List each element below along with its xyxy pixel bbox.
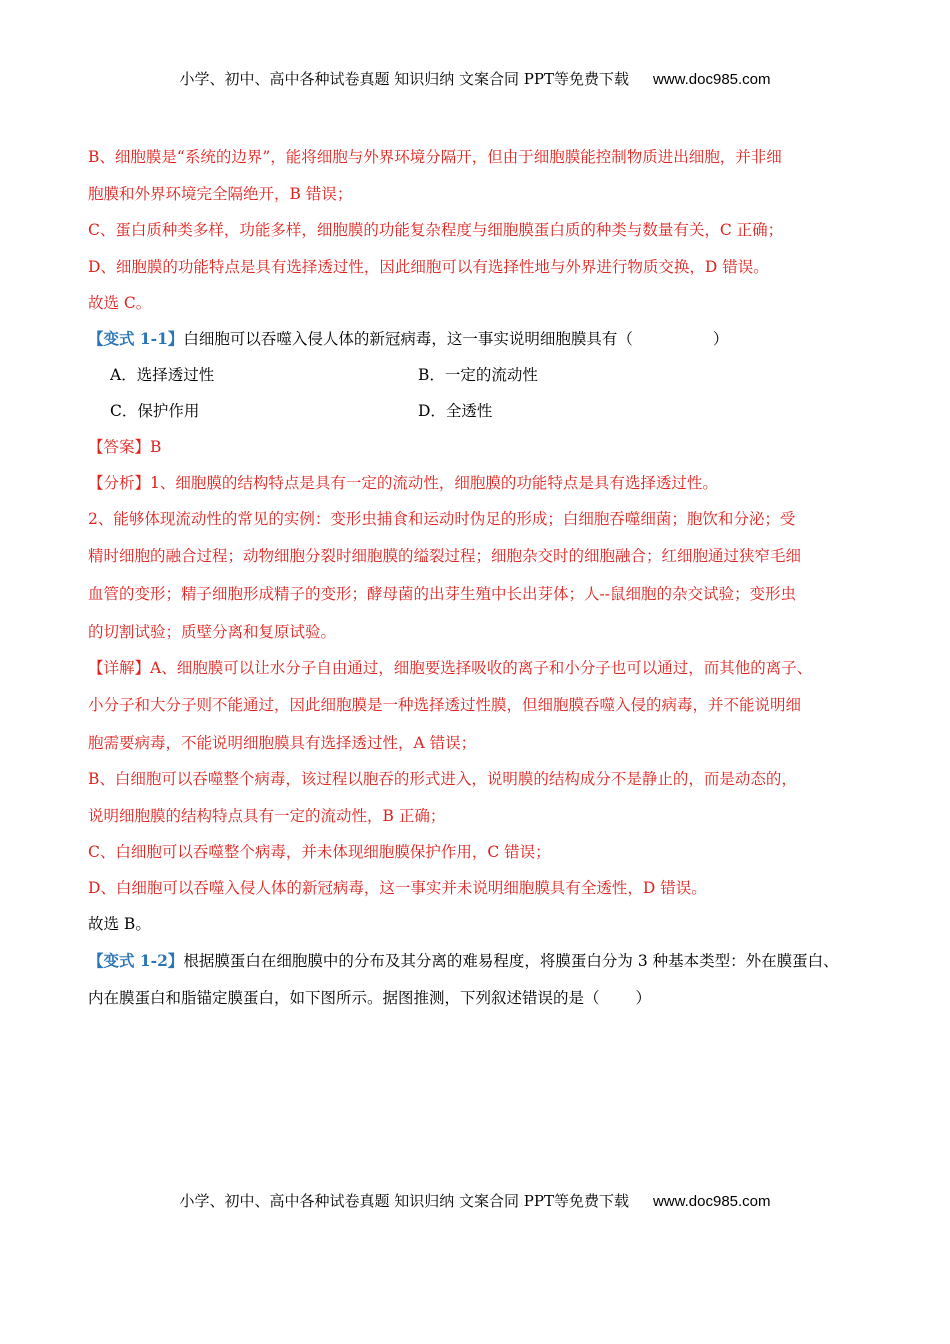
detail-text-a1: A、细胞膜可以让水分子自由通过，细胞要选择吸收的离子和小分子也可以通过，而其他的离子、 (150, 659, 813, 677)
variant-1-2-tag: 【变式 1-2】 (88, 951, 184, 970)
variant-1-1-question (88, 328, 868, 350)
prev-analysis-conclusion: 故选 C。 (88, 294, 152, 312)
detail-tag: 【详解】 (88, 659, 151, 677)
prev-analysis-line-1: B、细胞膜是“系统的边界”，能将细胞与外界环境分隔开，但由于细胞膜能控制物质进出细胞，并非细 (88, 148, 782, 166)
page-header (0, 68, 950, 89)
prev-analysis-line-2: 胞膜和外界环境完全隔绝开，B 错误； (88, 185, 353, 203)
option-d: D．全透性 (418, 402, 493, 420)
header-text: 小学、初中、高中各种试卷真题 知识归纳 文案合同 PPT等免费下载 (179, 70, 629, 88)
answer-value: B (150, 438, 162, 456)
variant-1-2-text-2-end: ） (635, 989, 652, 1007)
prev-analysis-line-4: D、细胞膜的功能特点是具有选择透过性，因此细胞可以有选择性地与外界进行物质交换，D 错误。 (88, 258, 769, 276)
variant-1-2-text-1: 根据膜蛋白在细胞膜中的分布及其分离的难易程度，将膜蛋白分为 3 种基本类型：外在膜蛋白、 (183, 952, 839, 970)
variant-1-1-question-text: 白细胞可以吞噬入侵人体的新冠病毒，这一事实说明细胞膜具有（ (183, 330, 633, 348)
analysis-line-2a: 2、能够体现流动性的常见的实例：变形虫捕食和运动时伪足的形成；白细胞吞噬细菌；胞饮和分泌；受 (88, 510, 796, 528)
variant-1-1-tag: 【变式 1-1】 (88, 329, 184, 348)
answer-line (88, 436, 868, 458)
variant-1-2-line-2 (88, 987, 868, 1009)
detail-line-a2: 小分子和大分子则不能通过，因此细胞膜是一种选择透过性膜，但细胞膜吞噬入侵的病毒，并不能说明细 (88, 696, 802, 714)
variant-1-1-question-end: ） (712, 330, 729, 348)
page-footer (0, 1190, 950, 1211)
detail-line-a1 (88, 657, 868, 679)
analysis-line-2b: 精时细胞的融合过程；动物细胞分裂时细胞膜的缢裂过程；细胞杂交时的细胞融合；红细胞通过狭窄毛细 (88, 547, 802, 565)
detail-line-a3: 胞需要病毒，不能说明细胞膜具有选择透过性，A 错误； (88, 734, 477, 752)
detail-line-b2: 说明细胞膜的结构特点具有一定的流动性，B 正确； (88, 807, 446, 825)
option-c: C．保护作用 (110, 402, 200, 420)
option-a: A．选择透过性 (110, 366, 215, 384)
detail-line-c: C、白细胞可以吞噬整个病毒，并未体现细胞膜保护作用，C 错误； (88, 843, 551, 861)
detail-line-b1: B、白细胞可以吞噬整个病毒，该过程以胞吞的形式进入，说明膜的结构成分不是静止的，而是动态的， (88, 770, 797, 788)
answer-tag: 【答案】 (88, 438, 151, 456)
detail-line-d: D、白细胞可以吞噬入侵人体的新冠病毒，这一事实并未说明细胞膜具有全透性，D 错误。 (88, 879, 707, 897)
option-b: B．一定的流动性 (418, 366, 538, 384)
analysis-line-2c: 血管的变形；精子细胞形成精子的变形；酵母菌的出芽生殖中长出芽体；人--鼠细胞的杂交试验；变形虫 (88, 585, 796, 603)
variant-1-2-text-2: 内在膜蛋白和脂锚定膜蛋白，如下图所示。据图推测，下列叙述错误的是（ (88, 989, 600, 1007)
analysis-line-2d: 的切割试验；质壁分离和复原试验。 (88, 623, 337, 641)
variant-1-2-line-1 (88, 950, 868, 972)
variant-1-1-conclusion: 故选 B。 (88, 915, 151, 933)
footer-url[interactable]: www.doc985.com (652, 1193, 771, 1210)
analysis-line-1 (88, 472, 868, 494)
analysis-text-1: 1、细胞膜的结构特点是具有一定的流动性，细胞膜的功能特点是具有选择透过性。 (150, 474, 718, 492)
prev-analysis-line-3: C、蛋白质种类多样，功能多样，细胞膜的功能复杂程度与细胞膜蛋白质的种类与数量有关，C 正确； (88, 221, 784, 239)
header-url[interactable]: www.doc985.com (652, 71, 771, 88)
footer-text: 小学、初中、高中各种试卷真题 知识归纳 文案合同 PPT等免费下载 (179, 1192, 629, 1210)
analysis-tag: 【分析】 (88, 474, 151, 492)
